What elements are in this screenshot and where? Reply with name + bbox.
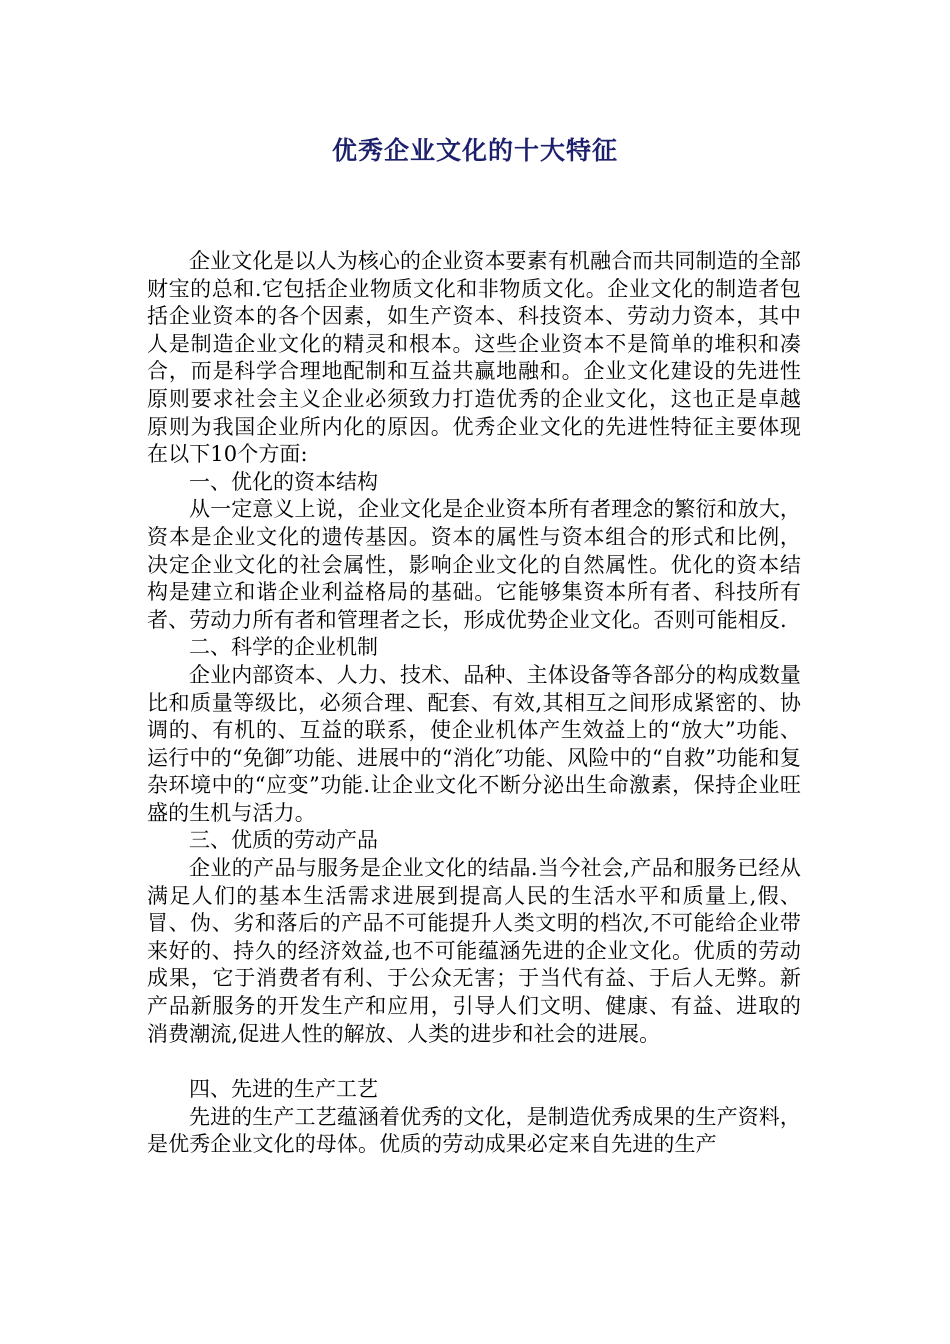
section-paragraph-1: 从一定意义上说，企业文化是企业资本所有者理念的繁衍和放大，资本是企业文化的遗传基因。资本的属性与资本组合的形式和比例，决定企业文化的社会属性，影响企业文化的自然属性。优化的资本结构是建立和谐企业利益格局的基础。它能够集资本所有者、科技所有者、劳动力所有者和管理者之长，形成优势企业文化。否则可能相反. xyxy=(147,497,801,632)
intro-paragraph: 企业文化是以人为核心的企业资本要素有机融合而共同制造的全部财宝的总和.它包括企业物质文化和非物质文化。企业文化的制造者包括企业资本的各个因素，如生产资本、科技资本、劳动力资本，其中人是制造企业文化的精灵和根本。这些企业资本不是简单的堆积和凑合，而是科学合理地配制和互益共赢地融和。企业文化建设的先进性原则要求社会主义企业必须致力打造优秀的企业文化，这也正是卓越原则为我国企业所内化的原因。优秀企业文化的先进性特征主要体现在以下10个方面: xyxy=(147,249,801,467)
section-heading-1: 一、优化的资本结构 xyxy=(189,469,378,494)
section-heading-2: 二、科学的企业机制 xyxy=(189,635,378,660)
page-title: 优秀企业文化的十大特征 xyxy=(331,136,618,165)
paragraph-gap xyxy=(147,1048,801,1076)
section-paragraph-3: 企业的产品与服务是企业文化的结晶.当今社会,产品和服务已经从满足人们的基本生活需求进展到提高人民的生活水平和质量上,假、冒、伪、劣和落后的产品不可能提升人类文明的档次,不可能给企业带来好的、持久的经济效益,也不可能蕴涵先进的企业文化。优质的劳动成果，它于消费者有利、于公众无害；于当代有益、于后人无弊。新产品新服务的开发生产和应用，引导人们文明、健康、有益、进取的消费潮流,促进人性的解放、人类的进步和社会的进展。 xyxy=(147,856,801,1046)
section-paragraph-4: 先进的生产工艺蕴涵着优秀的文化，是制造优秀成果的生产资料，是优秀企业文化的母体。优质的劳动成果必定来自先进的生产 xyxy=(147,1104,801,1157)
document-body xyxy=(147,248,801,1159)
section-paragraph-2: 企业内部资本、人力、技术、品种、主体设备等各部分的构成数量比和质量等级比，必须合理、配套、有效,其相互之间形成紧密的、协调的、有机的、互益的联系，使企业机体产生效益上的“放大”功能、运行中的“免御″功能、进展中的“消化″功能、风险中的“自救”功能和复杂环境中的“应变”功能.让企业文化不断分泌出生命激素，保持企业旺盛的生机与活力。 xyxy=(147,662,801,825)
section-heading-3: 三、优质的劳动产品 xyxy=(189,828,378,853)
section-heading-4: 四、先进的生产工艺 xyxy=(189,1077,378,1102)
